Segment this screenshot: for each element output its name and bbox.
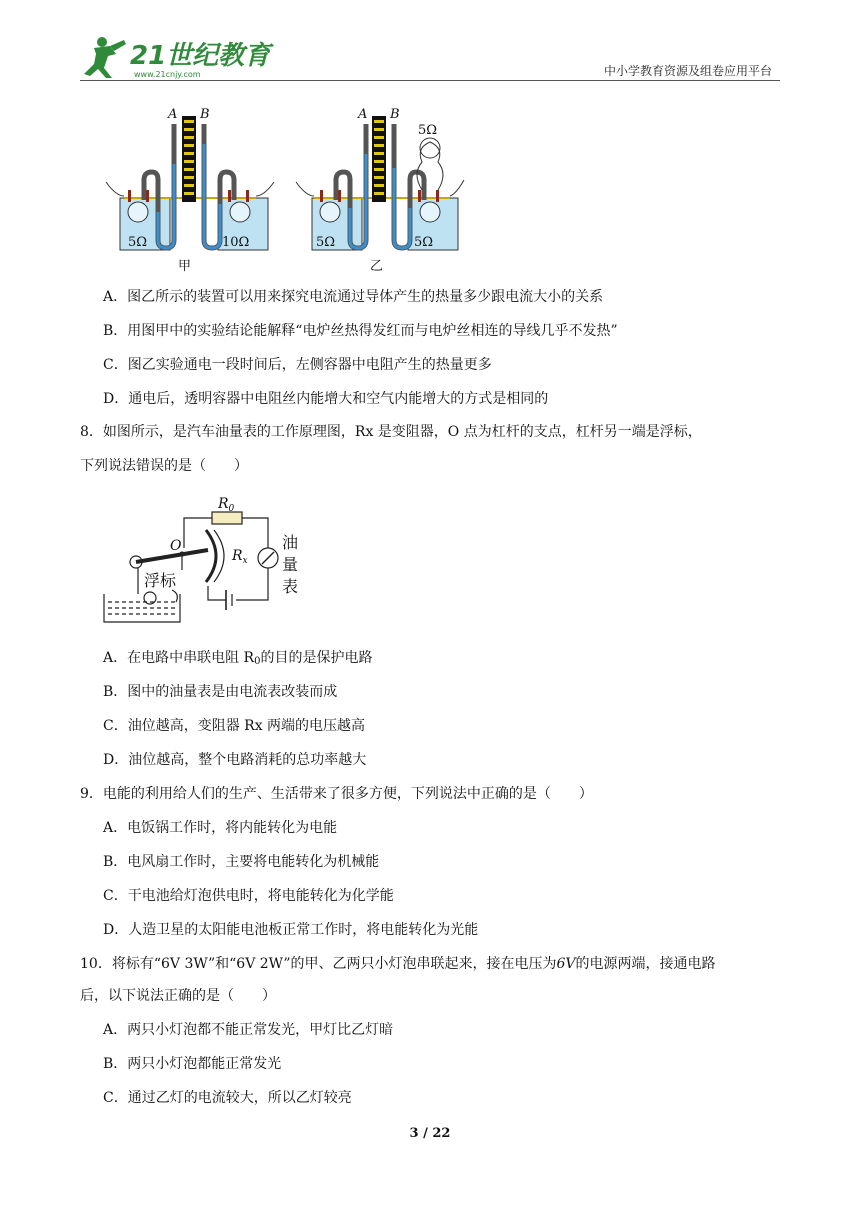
- svg-text:Rx: $R_x$: [232, 548, 248, 566]
- svg-text:表: 表: [282, 577, 299, 596]
- q7-option-d: D．通电后，透明容器中电阻丝内能增大和空气内能增大的方式是相同的: [103, 391, 549, 407]
- svg-text:R0: $R_0$: [218, 496, 235, 514]
- svg-text:5Ω: 5Ω: [128, 235, 148, 250]
- q8-option-a: A．在电路中串联电阻 $R_0$的目的是保护电路: [103, 650, 373, 667]
- svg-text:浮标: 浮标: [144, 571, 177, 590]
- q9-option-a: A．电饭锅工作时，将内能转化为电能: [103, 820, 338, 836]
- q8-option-b: B．图中的油量表是由电流表改装而成: [103, 684, 338, 700]
- svg-text:甲: 甲: [178, 259, 192, 274]
- svg-text:5Ω: 5Ω: [418, 123, 438, 138]
- oil-gauge-circuit-figure: [100, 490, 320, 630]
- platform-name: 中小学教育资源及组卷应用平台: [603, 64, 772, 78]
- svg-text:量: 量: [282, 555, 299, 574]
- svg-text:A: A: [358, 107, 368, 122]
- q8-option-d: D．油位越高，整个电路消耗的总功率越大: [103, 752, 367, 768]
- joule-experiment-figure: [100, 104, 480, 276]
- page-header: [80, 34, 780, 80]
- q7-option-c: C．图乙实验通电一段时间后，左侧容器中电阻产生的热量更多: [103, 357, 492, 373]
- q9-option-b: B．电风扇工作时，主要将电能转化为机械能: [103, 854, 380, 870]
- page-number: 3 / 22: [409, 1126, 451, 1141]
- q10-option-c: C．通过乙灯的电流较大，所以乙灯较亮: [103, 1090, 352, 1106]
- header-divider: [80, 80, 780, 81]
- svg-text:10Ω: 10Ω: [222, 235, 250, 250]
- svg-text:B: B: [200, 107, 210, 122]
- q9-option-c: C．干电池给灯泡供电时，将电能转化为化学能: [103, 888, 394, 904]
- logo: [80, 34, 280, 80]
- q8-option-c: C．油位越高，变阻器 Rx 两端的电压越高: [103, 718, 366, 734]
- q8-stem-line2: 下列说法错误的是（ ）: [80, 458, 248, 474]
- svg-text:油: 油: [282, 533, 299, 552]
- svg-text:5Ω: 5Ω: [316, 235, 336, 250]
- svg-text:乙: 乙: [370, 259, 384, 274]
- svg-text:5Ω: 5Ω: [414, 235, 434, 250]
- q7-option-b: B．用图甲中的实验结论能解释“电炉丝热得发红而与电炉丝相连的导线几乎不发热”: [103, 323, 618, 339]
- q10-stem-line2: 后，以下说法正确的是（ ）: [80, 988, 276, 1004]
- svg-text:B: B: [390, 107, 400, 122]
- svg-text:O: O: [170, 538, 182, 554]
- q9-option-d: D．人造卫星的太阳能电池板正常工作时，将电能转化为光能: [103, 922, 479, 938]
- svg-text:A: A: [168, 107, 178, 122]
- q7-option-a: A．图乙所示的装置可以用来探究电流通过导体产生的热量多少跟电流大小的关系: [103, 289, 604, 305]
- q8-stem-line1: 8．如图所示，是汽车油量表的工作原理图，Rx 是变阻器，O 点为杠杆的支点，杠杆另一端是浮标，: [80, 424, 702, 440]
- q10-stem-line1: 10．将标有“6V 3W”和“6V 2W”的甲、乙两只小灯泡串联起来，接在电压为6V的电源两端，接通电路: [80, 956, 716, 972]
- q9-stem: 9．电能的利用给人们的生产、生活带来了很多方便，下列说法中正确的是（ ）: [80, 786, 593, 802]
- svg-text:21世纪教育: 21世纪教育: [130, 41, 271, 71]
- q10-option-b: B．两只小灯泡都能正常发光: [103, 1056, 282, 1072]
- q10-option-a: A．两只小灯泡都不能正常发光，甲灯比乙灯暗: [103, 1022, 394, 1038]
- svg-text:www.21cnjy.com: www.21cnjy.com: [134, 70, 201, 79]
